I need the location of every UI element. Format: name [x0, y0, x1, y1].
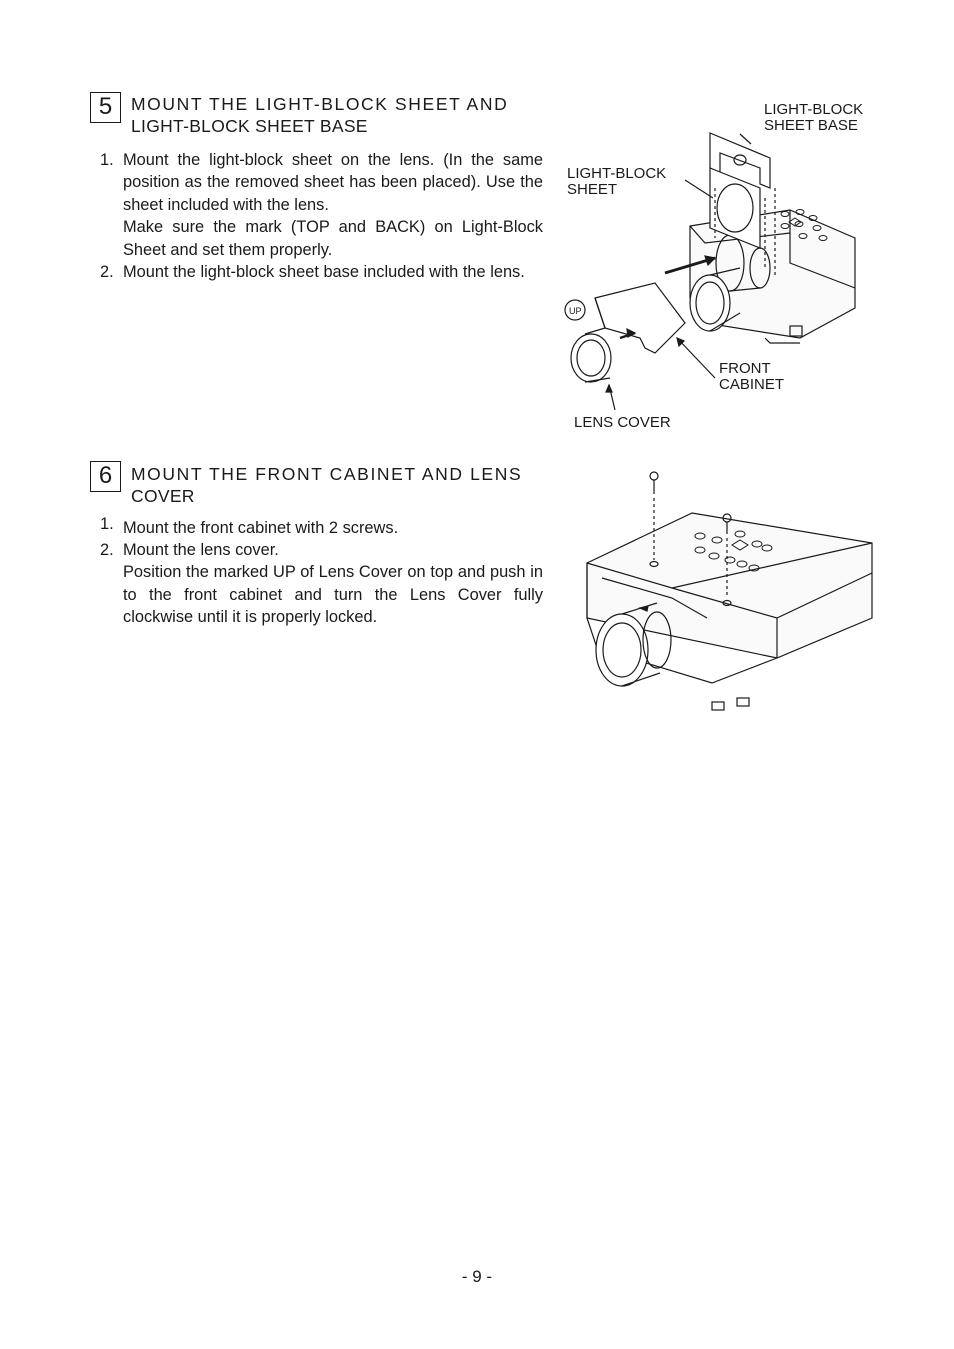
screw-left: [650, 472, 658, 494]
step-5-item-2-number: 2.: [100, 263, 114, 281]
step-5-item-1: [100, 149, 543, 261]
step-6-item-2-number: 2.: [100, 541, 114, 559]
front-cabinet: [595, 283, 685, 353]
step-5-title-line2: LIGHT-BLOCK SHEET BASE: [131, 116, 368, 136]
step-6-title-line2: COVER: [131, 486, 195, 506]
step-5-item-1-text: Mount the light-block sheet on the lens. (In the same position as the removed sheet has been placed). Use the sheet included with the lens.: [123, 151, 543, 214]
step-6-title: [131, 463, 545, 507]
step-6-item-2: [100, 539, 543, 629]
step-5-title: [131, 93, 545, 137]
label-front-cabinet-line1: FRONT: [719, 360, 771, 377]
label-front-cabinet: [719, 361, 784, 393]
label-sheet-base-line2: SHEET BASE: [764, 117, 858, 134]
up-mark-label: UP: [569, 306, 582, 316]
label-sheet: [567, 166, 666, 198]
step-6-item-1: [100, 515, 543, 539]
page-number: - 9 -: [461, 1267, 493, 1286]
step-6-title-line1: MOUNT THE FRONT CABINET AND LENS: [131, 464, 523, 484]
label-lens-cover: LENS COVER: [574, 414, 671, 431]
label-sheet-line2: SHEET: [567, 181, 618, 198]
label-sheet-base: [764, 102, 863, 134]
lens-cover: [571, 328, 611, 382]
label-sheet-line1: LIGHT-BLOCK: [567, 165, 667, 182]
step-5-title-line1: MOUNT THE LIGHT-BLOCK SHEET AND: [131, 94, 509, 114]
label-front-cabinet-line2: CABINET: [719, 376, 785, 393]
step-6-number: 6: [90, 461, 121, 492]
step-5-item-1-note: Make sure the mark (TOP and BACK) on Light-Block Sheet and set them properly.: [123, 218, 543, 259]
exploded-lens-assembly-figure: [555, 98, 875, 438]
step-5-item-2-text: Mount the light-block sheet base included with the lens.: [123, 263, 525, 281]
step-5-item-2: [100, 261, 543, 283]
step-5-item-1-number: 1.: [100, 151, 114, 169]
step-5-number: 5: [90, 92, 121, 123]
step-6-item-1-number: 1.: [100, 515, 114, 533]
label-sheet-base-line1: LIGHT-BLOCK: [764, 101, 864, 118]
assembled-projector-figure: [582, 468, 882, 718]
step-6-item-2-note: Position the marked UP of Lens Cover on top and push in to the front cabinet and turn the Lens Cover fully clockwise until it is properly locked.: [123, 563, 543, 627]
step-6-item-2-text: Mount the lens cover.: [123, 541, 279, 559]
step-6-item-1-text: Mount the front cabinet with 2 screws.: [123, 519, 399, 537]
